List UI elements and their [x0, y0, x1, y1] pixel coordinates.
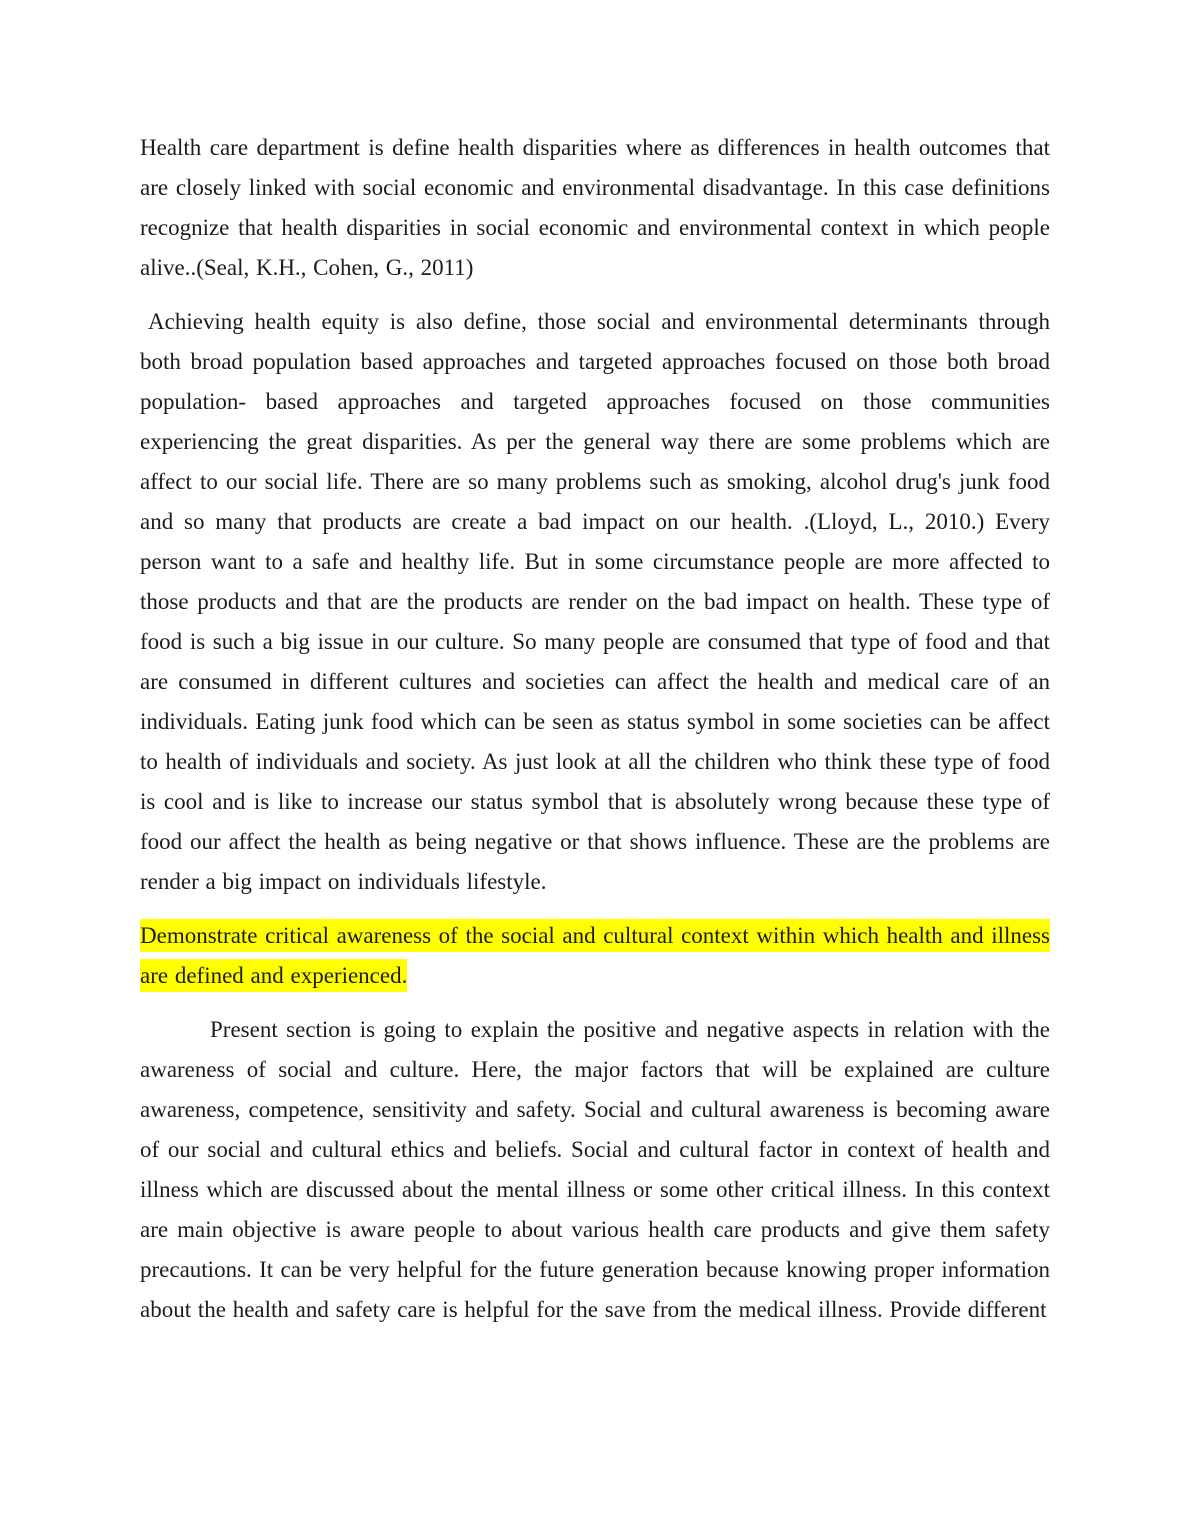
paragraph-health-disparities: Health care department is define health disparities where as differences in health outcomes that are closely linked with social economic and environmental disadvantage. In this case definitions recognize that health disparities in social economic and environmental context in which people alive..(Seal, K.H., Cohen, G., 2011) — [140, 135, 1050, 280]
highlighted-heading-container — [140, 916, 1050, 996]
highlighted-heading: Demonstrate critical awareness of the social and cultural context within which health and illness are defined and experienced. — [140, 919, 1050, 992]
paragraph-present-section: Present section is going to explain the positive and negative aspects in relation with the awareness of social and culture. Here, the major factors that will be explained are culture awareness, competence, sensitivity and safety. Social and cultural awareness is becoming aware of our social and cultural ethics and beliefs. Social and cultural factor in context of health and illness which are discussed about the mental illness or some other critical illness. In this context are main objective is aware people to about various health care products and give them safety precautions. It can be very helpful for the future generation because knowing proper information about the health and safety care is helpful for the save from the medical illness. Provide different — [140, 1017, 1050, 1322]
paragraph-health-equity: Achieving health equity is also define, those social and environmental determinants through both broad population based approaches and targeted approaches focused on those both broad population- based approaches and targeted approaches focused on those communities experiencing the great disparities. As per the general way there are some problems which are affect to our social life. There are so many problems such as smoking, alcohol drug's junk food and so many that products are create a bad impact on our health. .(Lloyd, L., 2010.) Every person want to a safe and healthy life. But in some circumstance people are more affected to those products and that are the products are render on the bad impact on health. These type of food is such a big issue in our culture. So many people are consumed that type of food and that are consumed in different cultures and societies can affect the health and medical care of an individuals. Eating junk food which can be seen as status symbol in some societies can be affect to health of individuals and society. As just look at all the children who think these type of food is cool and is like to increase our status symbol that is absolutely wrong because these type of food our affect the health as being negative or that shows influence. These are the problems are render a big impact on individuals lifestyle. — [140, 309, 1050, 894]
